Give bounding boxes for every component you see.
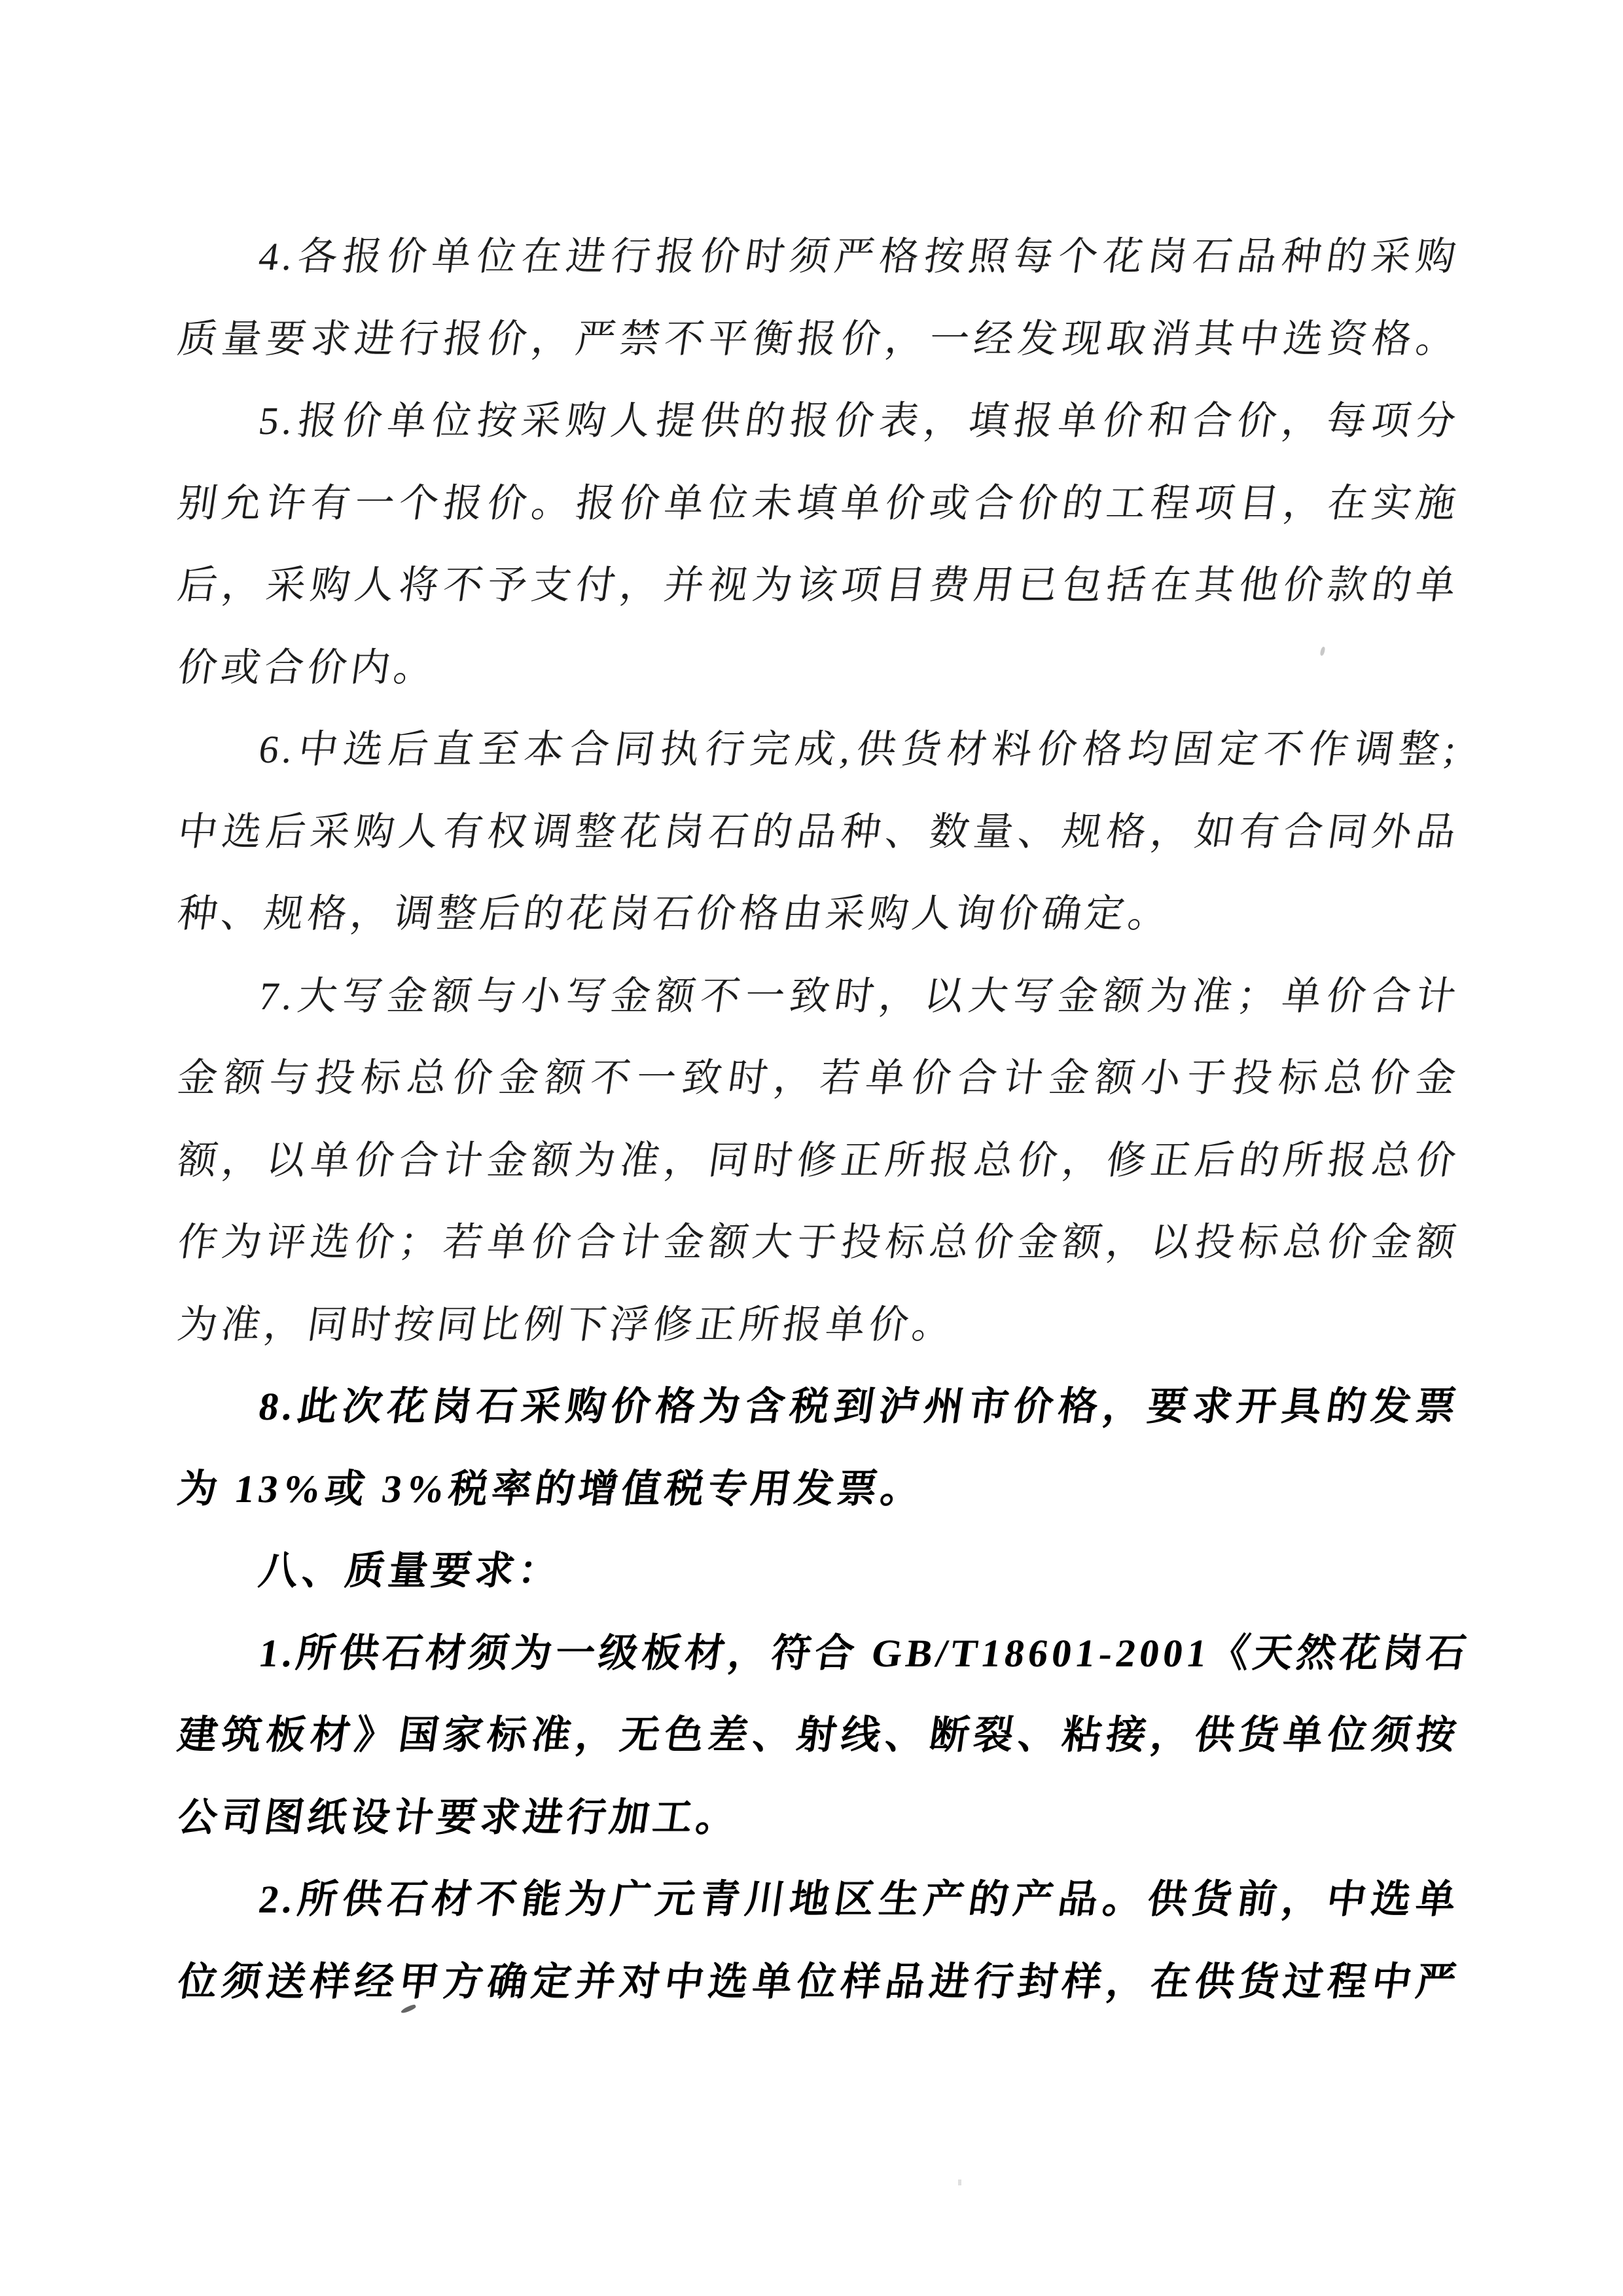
text-line: 额，以单价合计金额为准，同时修正所报总价，修正后的所报总价 bbox=[175, 1138, 1463, 1182]
text-line: 7.大写金额与小写金额不一致时，以大写金额为准；单价合计 bbox=[256, 974, 1463, 1018]
text-line: 质量要求进行报价，严禁不平衡报价，一经发现取消其中选资格。 bbox=[175, 317, 1463, 361]
text-line: 中选后采购人有权调整花岗石的品种、数量、规格，如有合同外品 bbox=[175, 810, 1463, 853]
text-line: 2.所供石材不能为广元青川地区生产的产品。供货前，中选单 bbox=[256, 1878, 1463, 1921]
text-line: 4.各报价单位在进行报价时须严格按照每个花岗石品种的采购 bbox=[256, 235, 1463, 278]
text-line: 金额与投标总价金额不一致时，若单价合计金额小于投标总价金 bbox=[175, 1056, 1463, 1100]
text-line: 公司图纸设计要求进行加工。 bbox=[175, 1795, 743, 1839]
text-block bbox=[175, 216, 1473, 2023]
text-line: 作为评选价；若单价合计金额大于投标总价金额，以投标总价金额 bbox=[175, 1221, 1463, 1264]
text-line: 别允许有一个报价。报价单位未填单价或合价的工程项目，在实施 bbox=[175, 481, 1463, 525]
section-heading: 八、质量要求： bbox=[256, 1549, 565, 1592]
text-line: 价或合价内。 bbox=[175, 645, 440, 689]
text-line: 为准，同时按同比例下浮修正所报单价。 bbox=[175, 1302, 959, 1346]
text-line: 位须送样经甲方确定并对中选单位样品进行封样，在供货过程中严 bbox=[175, 1960, 1463, 2003]
text-line: 5.报价单位按采购人提供的报价表，填报单价和合价，每项分 bbox=[256, 399, 1463, 442]
text-line: 8.此次花岗石采购价格为含税到泸州市价格，要求开具的发票 bbox=[256, 1385, 1463, 1428]
text-line: 种、规格，调整后的花岗石价格由采购人询价确定。 bbox=[175, 892, 1175, 935]
text-line: 建筑板材》国家标准，无色差、射线、断裂、粘接，供货单位须按 bbox=[175, 1713, 1463, 1757]
text-line: 1.所供石材须为一级板材，符合 GB/T18601-2001《天然花岗石 bbox=[256, 1631, 1473, 1675]
text-line: 为 13%或 3%税率的增值税专用发票。 bbox=[175, 1467, 927, 1511]
text-line: 后，采购人将不予支付，并视为该项目费用已包括在其他价款的单 bbox=[175, 564, 1463, 607]
scan-artifact bbox=[958, 2179, 961, 2185]
text-line: 6.中选后直至本合同执行完成,供货材料价格均固定不作调整; bbox=[256, 728, 1463, 771]
